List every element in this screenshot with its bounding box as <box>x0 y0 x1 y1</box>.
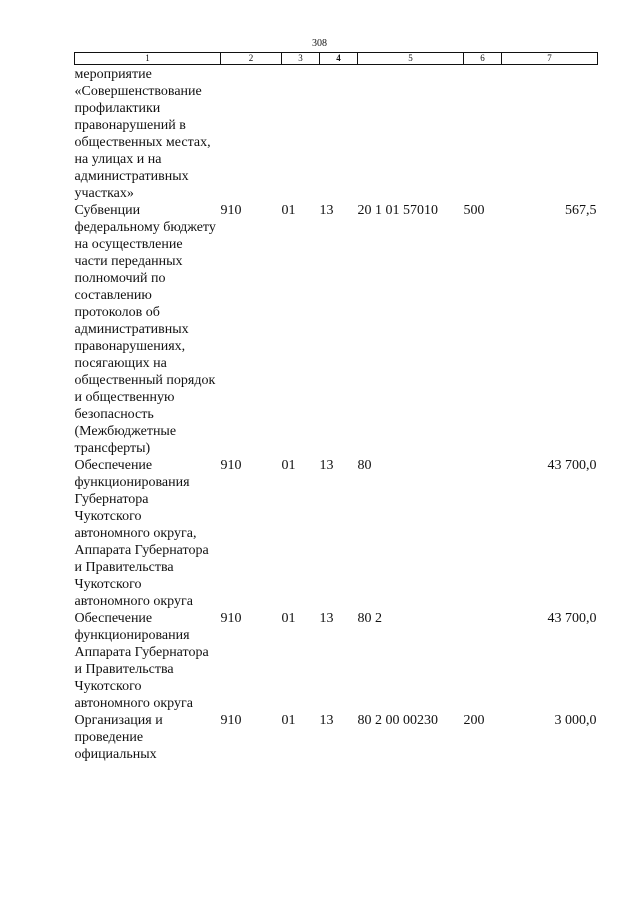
row-section: 01 <box>281 203 296 218</box>
row-name: мероприятие «Совершенствование профилактики правонарушений в общественных местах, на улицах и на административных участках» <box>74 67 211 201</box>
row-sum: 43 700,0 <box>547 458 597 473</box>
row-target-article: 80 <box>357 458 372 473</box>
row-section: 01 <box>281 611 296 626</box>
row-name: Организация и проведение официальных <box>74 713 163 762</box>
row-expense-type <box>464 457 502 610</box>
row-name: Субвенции федеральному бюджету на осуществление части переданных полномочий по составлению протоколов об административных правонарушениях, посягающих на общественный порядок и общественную безопасность (Межбюджетные трансферты) <box>74 203 216 456</box>
row-grbs <box>221 65 282 203</box>
row-sum: 3 000,0 <box>554 713 597 728</box>
row-expense-type <box>464 610 502 712</box>
table-row <box>75 610 598 712</box>
row-grbs: 910 <box>220 713 242 728</box>
row-sum: 567,5 <box>565 203 597 218</box>
header-col-6: 6 <box>464 53 502 65</box>
row-sum <box>502 65 598 203</box>
budget-table <box>74 52 598 763</box>
row-grbs: 910 <box>220 203 242 218</box>
table-row <box>75 65 598 203</box>
header-col-4: 4 <box>320 53 358 65</box>
row-target-article: 80 2 00 00230 <box>357 713 438 728</box>
row-expense-type <box>464 65 502 203</box>
header-col-2: 2 <box>221 53 282 65</box>
row-subsection <box>320 65 358 203</box>
header-col-3: 3 <box>282 53 320 65</box>
row-subsection: 13 <box>319 611 334 626</box>
row-subsection: 13 <box>319 713 334 728</box>
header-col-1: 1 <box>75 53 221 65</box>
row-grbs: 910 <box>220 458 242 473</box>
header-col-7: 7 <box>502 53 598 65</box>
row-section: 01 <box>281 458 296 473</box>
row-subsection: 13 <box>319 203 334 218</box>
row-name: Обеспечение функционирования Губернатора Чукотского автономного округа, Аппарата Губернатора и Правительства Чукотского автономного округа <box>74 458 209 609</box>
page-number: 308 <box>312 38 327 49</box>
row-subsection: 13 <box>319 458 334 473</box>
table-header <box>75 53 598 65</box>
row-sum: 43 700,0 <box>547 611 597 626</box>
row-target-article: 80 2 <box>357 611 382 626</box>
table-row <box>75 202 598 457</box>
table-row <box>75 712 598 763</box>
row-grbs: 910 <box>220 611 242 626</box>
row-section: 01 <box>281 713 296 728</box>
row-target-article <box>358 65 464 203</box>
row-section <box>282 65 320 203</box>
row-target-article: 20 1 01 57010 <box>357 203 438 218</box>
header-col-5: 5 <box>358 53 464 65</box>
table-body <box>75 65 598 764</box>
row-expense-type: 500 <box>463 203 485 218</box>
row-expense-type: 200 <box>463 713 485 728</box>
header-row <box>75 53 598 65</box>
row-name: Обеспечение функционирования Аппарата Губернатора и Правительства Чукотского автономного округа <box>74 611 209 711</box>
table-row <box>75 457 598 610</box>
